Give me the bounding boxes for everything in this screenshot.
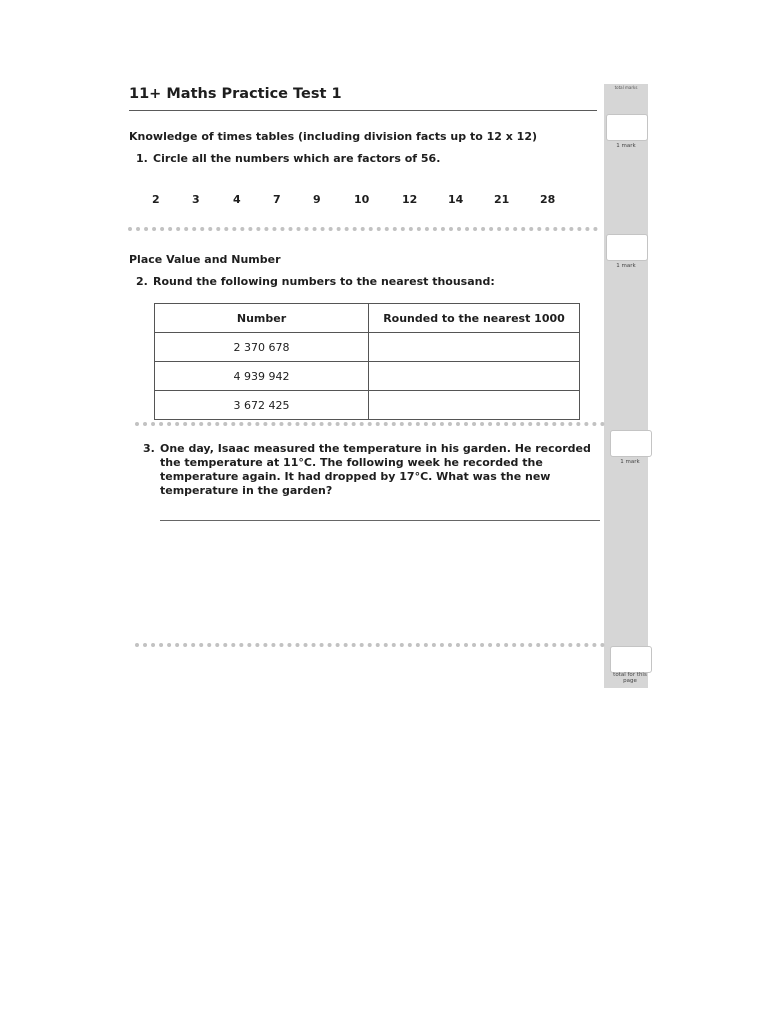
question-2-text: Round the following numbers to the nearest thousand: <box>153 275 495 288</box>
section-divider <box>128 227 598 231</box>
question-3-text: One day, Isaac measured the temperature in his garden. He recorded the temperature at 11°C. The following week he recorded the temperature again. It had dropped by 17°C. What was the new temperature in the garden? <box>160 442 591 497</box>
factor-option[interactable]: 10 <box>354 193 370 206</box>
section-divider <box>135 643 605 647</box>
section-heading-times-tables: Knowledge of times tables (including division facts up to 12 x 12) <box>129 130 537 143</box>
mark-box-total[interactable] <box>610 646 652 673</box>
number-cell: 2 370 678 <box>155 333 369 362</box>
table-header-row <box>155 304 580 333</box>
factor-option[interactable]: 21 <box>494 193 510 206</box>
factor-option[interactable]: 2 <box>152 193 160 206</box>
mark-box-q3[interactable] <box>610 430 652 457</box>
factor-option[interactable]: 7 <box>273 193 281 206</box>
rounding-table <box>154 303 580 420</box>
table-row <box>155 362 580 391</box>
mark-box-q1[interactable] <box>606 114 648 141</box>
factor-option[interactable]: 4 <box>233 193 241 206</box>
answer-cell[interactable] <box>369 333 580 362</box>
answer-cell[interactable] <box>369 391 580 420</box>
column-header-number: Number <box>155 304 369 333</box>
factor-option[interactable]: 14 <box>448 193 464 206</box>
number-cell: 3 672 425 <box>155 391 369 420</box>
answer-line[interactable] <box>160 520 600 521</box>
mark-label-total: total for this page <box>613 672 647 684</box>
mark-box-q2[interactable] <box>606 234 648 261</box>
question-number-3: 3. <box>143 442 155 455</box>
mark-label-q2: 1 mark <box>616 263 636 269</box>
mark-label-q3: 1 mark <box>620 459 640 465</box>
total-marks-label: total marks <box>604 84 648 92</box>
question-number-2: 2. <box>136 275 148 288</box>
factor-option[interactable]: 9 <box>313 193 321 206</box>
factor-option[interactable]: 3 <box>192 193 200 206</box>
answer-cell[interactable] <box>369 362 580 391</box>
question-1-text: Circle all the numbers which are factors of 56. <box>153 152 441 165</box>
factor-option[interactable]: 28 <box>540 193 556 206</box>
marks-sidebar <box>604 92 648 688</box>
section-heading-place-value: Place Value and Number <box>129 253 281 266</box>
column-header-rounded: Rounded to the nearest 1000 <box>369 304 580 333</box>
table-row <box>155 333 580 362</box>
question-number-1: 1. <box>136 152 148 165</box>
title-rule <box>129 110 597 111</box>
page-title: 11+ Maths Practice Test 1 <box>129 86 342 102</box>
factor-option[interactable]: 12 <box>402 193 418 206</box>
table-row <box>155 391 580 420</box>
number-cell: 4 939 942 <box>155 362 369 391</box>
mark-label-q1: 1 mark <box>616 143 636 149</box>
section-divider <box>135 422 605 426</box>
